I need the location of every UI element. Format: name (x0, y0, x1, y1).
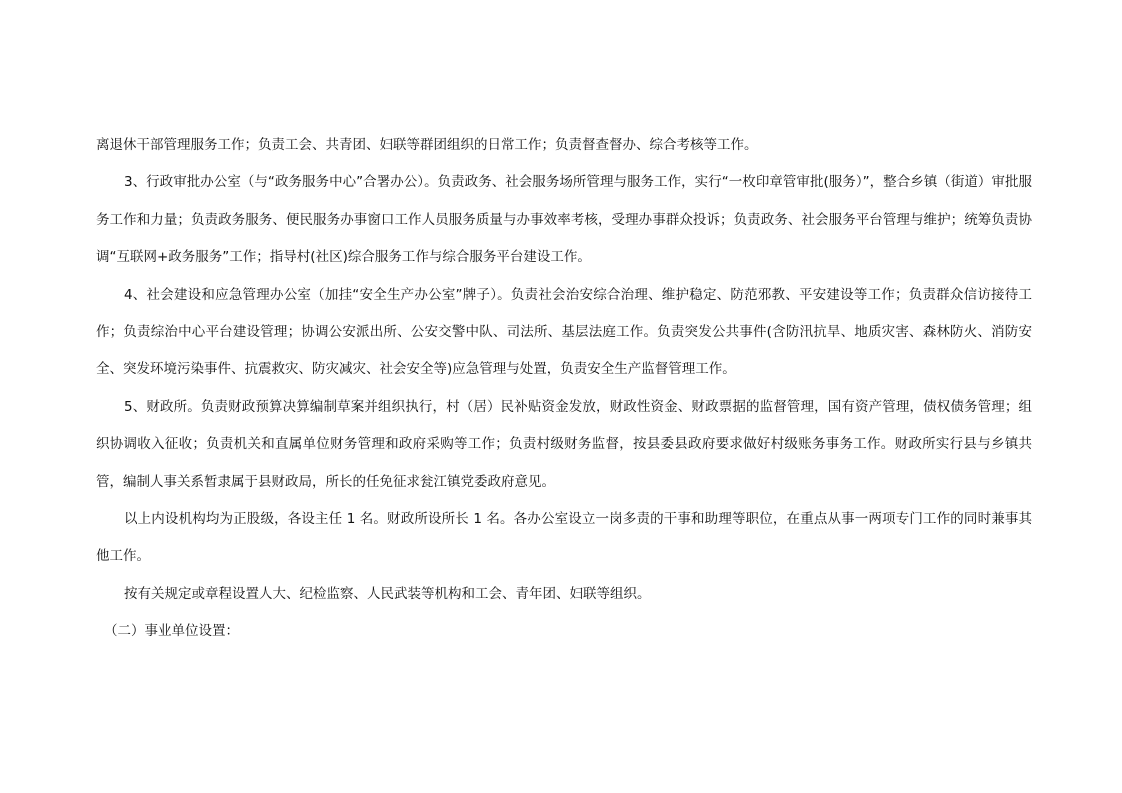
paragraph-admin-approval-office: 3、行政审批办公室（与“政务服务中心”合署办公）。负责政务、社会服务场所管理与服务工作，实行“一枚印章管审批(服务）”，整合乡镇（街道）审批服务工作和力量；负责政务服务、便民服务办事窗口工作人员服务质量与办事效率考核，受理办事群众投诉；负责政务、社会服务平台管理与维护；统筹负责协调“互联网+政务服务”工作；指导村(社区)综合服务工作与综合服务平台建设工作。 (96, 174, 1032, 266)
paragraph-staffing-note: 以上内设机构均为正股级，各设主任 1 名。财政所设所长 1 名。各办公室设立一岗多责的干事和助理等职位，在重点从事一两项专门工作的同时兼事其他工作。 (96, 511, 1032, 565)
paragraph-organizations: 按有关规定或章程设置人大、纪检监察、人民武装等机构和工会、青年团、妇联等组织。 (124, 585, 651, 602)
paragraph-continuation: 离退休干部管理服务工作；负责工会、共青团、妇联等群团组织的日常工作；负责督查督办、综合考核等工作。 (96, 137, 758, 153)
paragraph-finance-office: 5、财政所。负责财政预算决算编制草案并组织执行，村（居）民补贴资金发放，财政性资金、财政票据的监督管理，国有资产管理，债权债务管理；组织协调收入征收；负责机关和直属单位财务管理和政府采购等工作；负责村级财务监督，按县委县政府要求做好村级账务事务工作。财政所实行县与乡镇共管，编制人事关系暂隶属于县财政局，所长的任免征求瓮江镇党委政府意见。 (96, 398, 1032, 490)
document-page (96, 127, 1032, 651)
paragraph-social-emergency-office: 4、社会建设和应急管理办公室（加挂“安全生产办公室”牌子）。负责社会治安综合治理、维护稳定、防范邪教、平安建设等工作；负责群众信访接待工作；负责综治中心平台建设管理；协调公安派出所、公安交警中队、司法所、基层法庭工作。负责突发公共事件(含防汛抗旱、地质灾害、森林防火、消防安全、突发环境污染事件、抗震救灾、防灾减灾、社会安全等)应急管理与处置，负责安全生产监督管理工作。 (96, 286, 1032, 378)
section-heading-institutions: （二）事业单位设置： (104, 623, 239, 640)
